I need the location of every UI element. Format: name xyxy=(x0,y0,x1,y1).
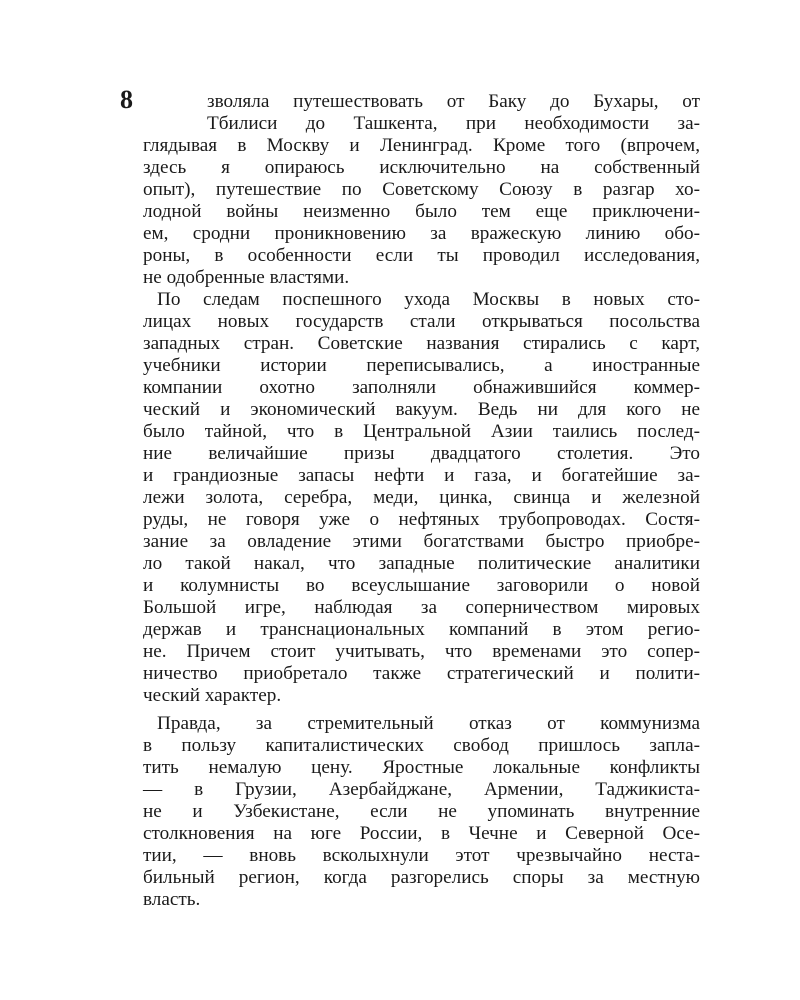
text-line: ческий характер. xyxy=(143,685,282,706)
text-line: опыт), путешествие по Советскому Союзу в разгар хо- xyxy=(143,179,700,200)
text-line: ло такой накал, что западные политические аналитики xyxy=(143,553,700,574)
text-line: власть. xyxy=(143,889,201,910)
text-line: здесь я опираюсь исключительно на собственный xyxy=(143,157,700,178)
text-line: и грандиозные запасы нефти и газа, и богатейшие за- xyxy=(143,465,700,486)
text-line: — в Грузии, Азербайджане, Армении, Таджикиста- xyxy=(143,779,700,800)
paragraph-first-line: По следам поспешного ухода Москвы в новых сто- xyxy=(157,289,700,310)
text-line: держав и транснациональных компаний в этом регио- xyxy=(143,619,700,640)
text-line: западных стран. Советские названия стирались с карт, xyxy=(143,333,700,354)
text-line: ческий и экономический вакуум. Ведь ни для кого не xyxy=(143,399,700,420)
text-line: ние величайшие призы двадцатого столетия. Это xyxy=(143,443,700,464)
text-line: глядывая в Москву и Ленинград. Кроме того (впрочем, xyxy=(143,135,700,156)
text-line: в пользу капиталистических свобод пришлось запла- xyxy=(143,735,700,756)
paragraph-first-line: Правда, за стремительный отказ от коммунизма xyxy=(157,713,700,734)
text-line: компании охотно заполняли обнажившийся коммер- xyxy=(143,377,700,398)
text-line: лицах новых государств стали открываться посольства xyxy=(143,311,700,332)
page-number: 8 xyxy=(120,85,133,114)
text-line: ничество приобретало также стратегический и полити- xyxy=(143,663,700,684)
text-line: не и Узбекистане, если не упоминать внутренние xyxy=(143,801,700,822)
text-line: тить немалую цену. Яростные локальные конфликты xyxy=(143,757,700,778)
text-line: ем, сродни проникновению за вражескую линию обо- xyxy=(143,223,700,244)
text-line: руды, не говоря уже о нефтяных трубопроводах. Состя- xyxy=(143,509,700,530)
text-line: Тбилиси до Ташкента, при необходимости за- xyxy=(207,113,700,134)
text-line: зание за овладение этими богатствами быстро приобре- xyxy=(143,531,700,552)
text-line: не. Причем стоит учитывать, что временами это сопер- xyxy=(143,641,700,662)
text-line: роны, в особенности если ты проводил исследования, xyxy=(143,245,700,266)
text-line: не одобренные властями. xyxy=(143,267,350,288)
text-line: и колумнисты во всеуслышание заговорили о новой xyxy=(143,575,700,596)
text-line: бильный регион, когда разгорелись споры за местную xyxy=(143,867,700,888)
text-line: лодной войны неизменно было тем еще приключени- xyxy=(143,201,700,222)
text-line: тии, — вновь всколыхнули этот чрезвычайно неста- xyxy=(143,845,700,866)
text-line: учебники истории переписывались, а иностранные xyxy=(143,355,700,376)
text-line: было тайной, что в Центральной Азии таились послед- xyxy=(143,421,700,442)
text-line: лежи золота, серебра, меди, цинка, свинца и железной xyxy=(143,487,700,508)
text-line: зволяла путешествовать от Баку до Бухары, от xyxy=(207,91,700,112)
text-line: столкновения на юге России, в Чечне и Северной Осе- xyxy=(143,823,700,844)
text-line: Большой игре, наблюдая за соперничеством мировых xyxy=(143,597,700,618)
